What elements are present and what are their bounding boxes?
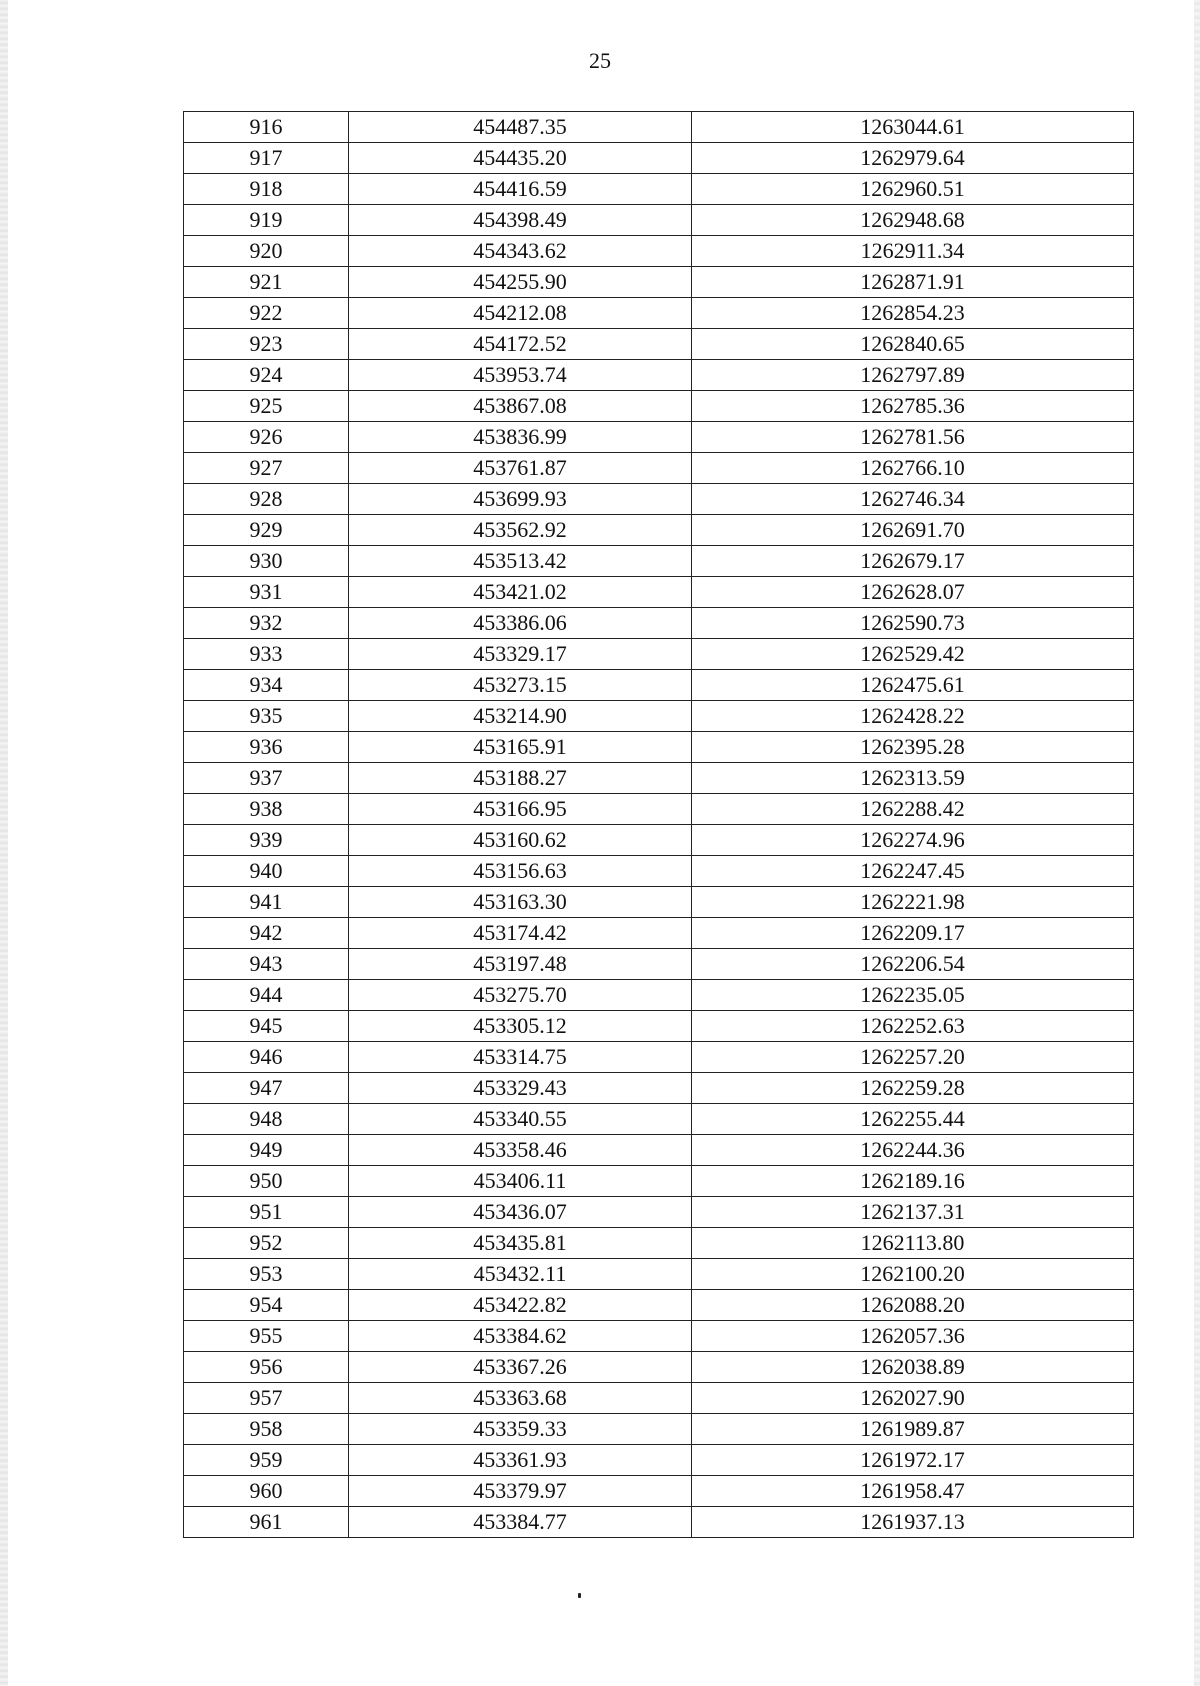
y-coordinate-cell: 1262948.68 — [692, 205, 1134, 236]
point-number-cell: 941 — [184, 887, 349, 918]
x-coordinate-cell: 453436.07 — [349, 1197, 692, 1228]
x-coordinate-cell: 453761.87 — [349, 453, 692, 484]
table-row — [184, 360, 1134, 391]
table-row — [184, 608, 1134, 639]
table-row — [184, 329, 1134, 360]
point-number-cell: 920 — [184, 236, 349, 267]
table-row — [184, 577, 1134, 608]
table-row — [184, 980, 1134, 1011]
point-number-cell: 945 — [184, 1011, 349, 1042]
y-coordinate-cell: 1262027.90 — [692, 1383, 1134, 1414]
table-row — [184, 1166, 1134, 1197]
point-number-cell: 922 — [184, 298, 349, 329]
point-number-cell: 936 — [184, 732, 349, 763]
table-row — [184, 918, 1134, 949]
x-coordinate-cell: 453386.06 — [349, 608, 692, 639]
y-coordinate-cell: 1262235.05 — [692, 980, 1134, 1011]
table-row — [184, 143, 1134, 174]
x-coordinate-cell: 453699.93 — [349, 484, 692, 515]
table-row — [184, 1135, 1134, 1166]
point-number-cell: 929 — [184, 515, 349, 546]
point-number-cell: 943 — [184, 949, 349, 980]
y-coordinate-cell: 1262313.59 — [692, 763, 1134, 794]
point-number-cell: 923 — [184, 329, 349, 360]
table-row — [184, 1104, 1134, 1135]
y-coordinate-cell: 1263044.61 — [692, 112, 1134, 143]
point-number-cell: 924 — [184, 360, 349, 391]
table-row — [184, 174, 1134, 205]
x-coordinate-cell: 453363.68 — [349, 1383, 692, 1414]
x-coordinate-cell: 453406.11 — [349, 1166, 692, 1197]
table-row — [184, 205, 1134, 236]
x-coordinate-cell: 454343.62 — [349, 236, 692, 267]
table-row — [184, 1259, 1134, 1290]
point-number-cell: 926 — [184, 422, 349, 453]
scan-edge-left — [0, 0, 8, 1686]
y-coordinate-cell: 1262840.65 — [692, 329, 1134, 360]
y-coordinate-cell: 1262854.23 — [692, 298, 1134, 329]
y-coordinate-cell: 1262911.34 — [692, 236, 1134, 267]
point-number-cell: 956 — [184, 1352, 349, 1383]
point-number-cell: 939 — [184, 825, 349, 856]
x-coordinate-cell: 453163.30 — [349, 887, 692, 918]
table-row — [184, 1321, 1134, 1352]
x-coordinate-cell: 453562.92 — [349, 515, 692, 546]
table-row — [184, 1476, 1134, 1507]
y-coordinate-cell: 1261937.13 — [692, 1507, 1134, 1538]
x-coordinate-cell: 453358.46 — [349, 1135, 692, 1166]
point-number-cell: 955 — [184, 1321, 349, 1352]
y-coordinate-cell: 1262257.20 — [692, 1042, 1134, 1073]
y-coordinate-cell: 1262766.10 — [692, 453, 1134, 484]
y-coordinate-cell: 1262259.28 — [692, 1073, 1134, 1104]
table-row — [184, 949, 1134, 980]
table-row — [184, 453, 1134, 484]
point-number-cell: 954 — [184, 1290, 349, 1321]
point-number-cell: 940 — [184, 856, 349, 887]
x-coordinate-cell: 454212.08 — [349, 298, 692, 329]
x-coordinate-cell: 453197.48 — [349, 949, 692, 980]
table-row — [184, 732, 1134, 763]
x-coordinate-cell: 453273.15 — [349, 670, 692, 701]
point-number-cell: 952 — [184, 1228, 349, 1259]
point-number-cell: 931 — [184, 577, 349, 608]
x-coordinate-cell: 454172.52 — [349, 329, 692, 360]
y-coordinate-cell: 1262395.28 — [692, 732, 1134, 763]
point-number-cell: 953 — [184, 1259, 349, 1290]
x-coordinate-cell: 453314.75 — [349, 1042, 692, 1073]
y-coordinate-cell: 1262785.36 — [692, 391, 1134, 422]
table-row — [184, 825, 1134, 856]
y-coordinate-cell: 1262274.96 — [692, 825, 1134, 856]
y-coordinate-cell: 1262679.17 — [692, 546, 1134, 577]
table-row — [184, 701, 1134, 732]
point-number-cell: 950 — [184, 1166, 349, 1197]
y-coordinate-cell: 1262746.34 — [692, 484, 1134, 515]
table-row — [184, 670, 1134, 701]
x-coordinate-cell: 453214.90 — [349, 701, 692, 732]
y-coordinate-cell: 1262252.63 — [692, 1011, 1134, 1042]
table-row — [184, 1445, 1134, 1476]
table-row — [184, 1414, 1134, 1445]
point-number-cell: 949 — [184, 1135, 349, 1166]
table-row — [184, 763, 1134, 794]
x-coordinate-cell: 453379.97 — [349, 1476, 692, 1507]
table-row — [184, 267, 1134, 298]
x-coordinate-cell: 453384.62 — [349, 1321, 692, 1352]
coordinate-table — [183, 111, 1134, 1538]
coordinate-table-body — [184, 112, 1134, 1538]
table-row — [184, 1228, 1134, 1259]
y-coordinate-cell: 1262475.61 — [692, 670, 1134, 701]
table-row — [184, 515, 1134, 546]
x-coordinate-cell: 453305.12 — [349, 1011, 692, 1042]
y-coordinate-cell: 1262057.36 — [692, 1321, 1134, 1352]
x-coordinate-cell: 453160.62 — [349, 825, 692, 856]
table-row — [184, 546, 1134, 577]
point-number-cell: 944 — [184, 980, 349, 1011]
x-coordinate-cell: 453384.77 — [349, 1507, 692, 1538]
x-coordinate-cell: 453513.42 — [349, 546, 692, 577]
y-coordinate-cell: 1261989.87 — [692, 1414, 1134, 1445]
point-number-cell: 947 — [184, 1073, 349, 1104]
point-number-cell: 921 — [184, 267, 349, 298]
point-number-cell: 937 — [184, 763, 349, 794]
scan-edge-right — [1194, 0, 1200, 1686]
table-row — [184, 112, 1134, 143]
point-number-cell: 916 — [184, 112, 349, 143]
y-coordinate-cell: 1262038.89 — [692, 1352, 1134, 1383]
y-coordinate-cell: 1262871.91 — [692, 267, 1134, 298]
table-row — [184, 887, 1134, 918]
x-coordinate-cell: 453953.74 — [349, 360, 692, 391]
y-coordinate-cell: 1262137.31 — [692, 1197, 1134, 1228]
x-coordinate-cell: 454487.35 — [349, 112, 692, 143]
point-number-cell: 935 — [184, 701, 349, 732]
y-coordinate-cell: 1262428.22 — [692, 701, 1134, 732]
table-row — [184, 1042, 1134, 1073]
x-coordinate-cell: 453361.93 — [349, 1445, 692, 1476]
y-coordinate-cell: 1262113.80 — [692, 1228, 1134, 1259]
point-number-cell: 960 — [184, 1476, 349, 1507]
point-number-cell: 938 — [184, 794, 349, 825]
point-number-cell: 946 — [184, 1042, 349, 1073]
stray-ink-mark — [578, 1593, 581, 1598]
point-number-cell: 932 — [184, 608, 349, 639]
x-coordinate-cell: 454255.90 — [349, 267, 692, 298]
x-coordinate-cell: 453359.33 — [349, 1414, 692, 1445]
point-number-cell: 961 — [184, 1507, 349, 1538]
point-number-cell: 951 — [184, 1197, 349, 1228]
point-number-cell: 957 — [184, 1383, 349, 1414]
table-row — [184, 298, 1134, 329]
table-row — [184, 484, 1134, 515]
y-coordinate-cell: 1262100.20 — [692, 1259, 1134, 1290]
y-coordinate-cell: 1261958.47 — [692, 1476, 1134, 1507]
y-coordinate-cell: 1262781.56 — [692, 422, 1134, 453]
x-coordinate-cell: 454398.49 — [349, 205, 692, 236]
y-coordinate-cell: 1262255.44 — [692, 1104, 1134, 1135]
y-coordinate-cell: 1262244.36 — [692, 1135, 1134, 1166]
point-number-cell: 928 — [184, 484, 349, 515]
x-coordinate-cell: 453165.91 — [349, 732, 692, 763]
point-number-cell: 933 — [184, 639, 349, 670]
x-coordinate-cell: 453432.11 — [349, 1259, 692, 1290]
point-number-cell: 918 — [184, 174, 349, 205]
y-coordinate-cell: 1262206.54 — [692, 949, 1134, 980]
x-coordinate-cell: 454416.59 — [349, 174, 692, 205]
x-coordinate-cell: 453166.95 — [349, 794, 692, 825]
page-number: 25 — [589, 48, 611, 73]
x-coordinate-cell: 453367.26 — [349, 1352, 692, 1383]
y-coordinate-cell: 1262979.64 — [692, 143, 1134, 174]
table-row — [184, 1352, 1134, 1383]
table-row — [184, 1197, 1134, 1228]
y-coordinate-cell: 1261972.17 — [692, 1445, 1134, 1476]
x-coordinate-cell: 453156.63 — [349, 856, 692, 887]
y-coordinate-cell: 1262590.73 — [692, 608, 1134, 639]
point-number-cell: 919 — [184, 205, 349, 236]
point-number-cell: 930 — [184, 546, 349, 577]
y-coordinate-cell: 1262189.16 — [692, 1166, 1134, 1197]
x-coordinate-cell: 453329.17 — [349, 639, 692, 670]
y-coordinate-cell: 1262529.42 — [692, 639, 1134, 670]
x-coordinate-cell: 453174.42 — [349, 918, 692, 949]
y-coordinate-cell: 1262221.98 — [692, 887, 1134, 918]
y-coordinate-cell: 1262209.17 — [692, 918, 1134, 949]
point-number-cell: 927 — [184, 453, 349, 484]
table-row — [184, 391, 1134, 422]
y-coordinate-cell: 1262797.89 — [692, 360, 1134, 391]
x-coordinate-cell: 453421.02 — [349, 577, 692, 608]
x-coordinate-cell: 453340.55 — [349, 1104, 692, 1135]
x-coordinate-cell: 453435.81 — [349, 1228, 692, 1259]
point-number-cell: 942 — [184, 918, 349, 949]
table-row — [184, 236, 1134, 267]
table-row — [184, 1383, 1134, 1414]
y-coordinate-cell: 1262960.51 — [692, 174, 1134, 205]
table-row — [184, 1073, 1134, 1104]
y-coordinate-cell: 1262088.20 — [692, 1290, 1134, 1321]
table-row — [184, 856, 1134, 887]
y-coordinate-cell: 1262247.45 — [692, 856, 1134, 887]
x-coordinate-cell: 453329.43 — [349, 1073, 692, 1104]
table-row — [184, 794, 1134, 825]
point-number-cell: 925 — [184, 391, 349, 422]
x-coordinate-cell: 453275.70 — [349, 980, 692, 1011]
x-coordinate-cell: 454435.20 — [349, 143, 692, 174]
point-number-cell: 958 — [184, 1414, 349, 1445]
table-row — [184, 1290, 1134, 1321]
table-row — [184, 1011, 1134, 1042]
x-coordinate-cell: 453188.27 — [349, 763, 692, 794]
point-number-cell: 934 — [184, 670, 349, 701]
x-coordinate-cell: 453867.08 — [349, 391, 692, 422]
point-number-cell: 948 — [184, 1104, 349, 1135]
table-row — [184, 422, 1134, 453]
y-coordinate-cell: 1262691.70 — [692, 515, 1134, 546]
x-coordinate-cell: 453836.99 — [349, 422, 692, 453]
point-number-cell: 959 — [184, 1445, 349, 1476]
table-row — [184, 1507, 1134, 1538]
y-coordinate-cell: 1262628.07 — [692, 577, 1134, 608]
y-coordinate-cell: 1262288.42 — [692, 794, 1134, 825]
point-number-cell: 917 — [184, 143, 349, 174]
x-coordinate-cell: 453422.82 — [349, 1290, 692, 1321]
table-row — [184, 639, 1134, 670]
